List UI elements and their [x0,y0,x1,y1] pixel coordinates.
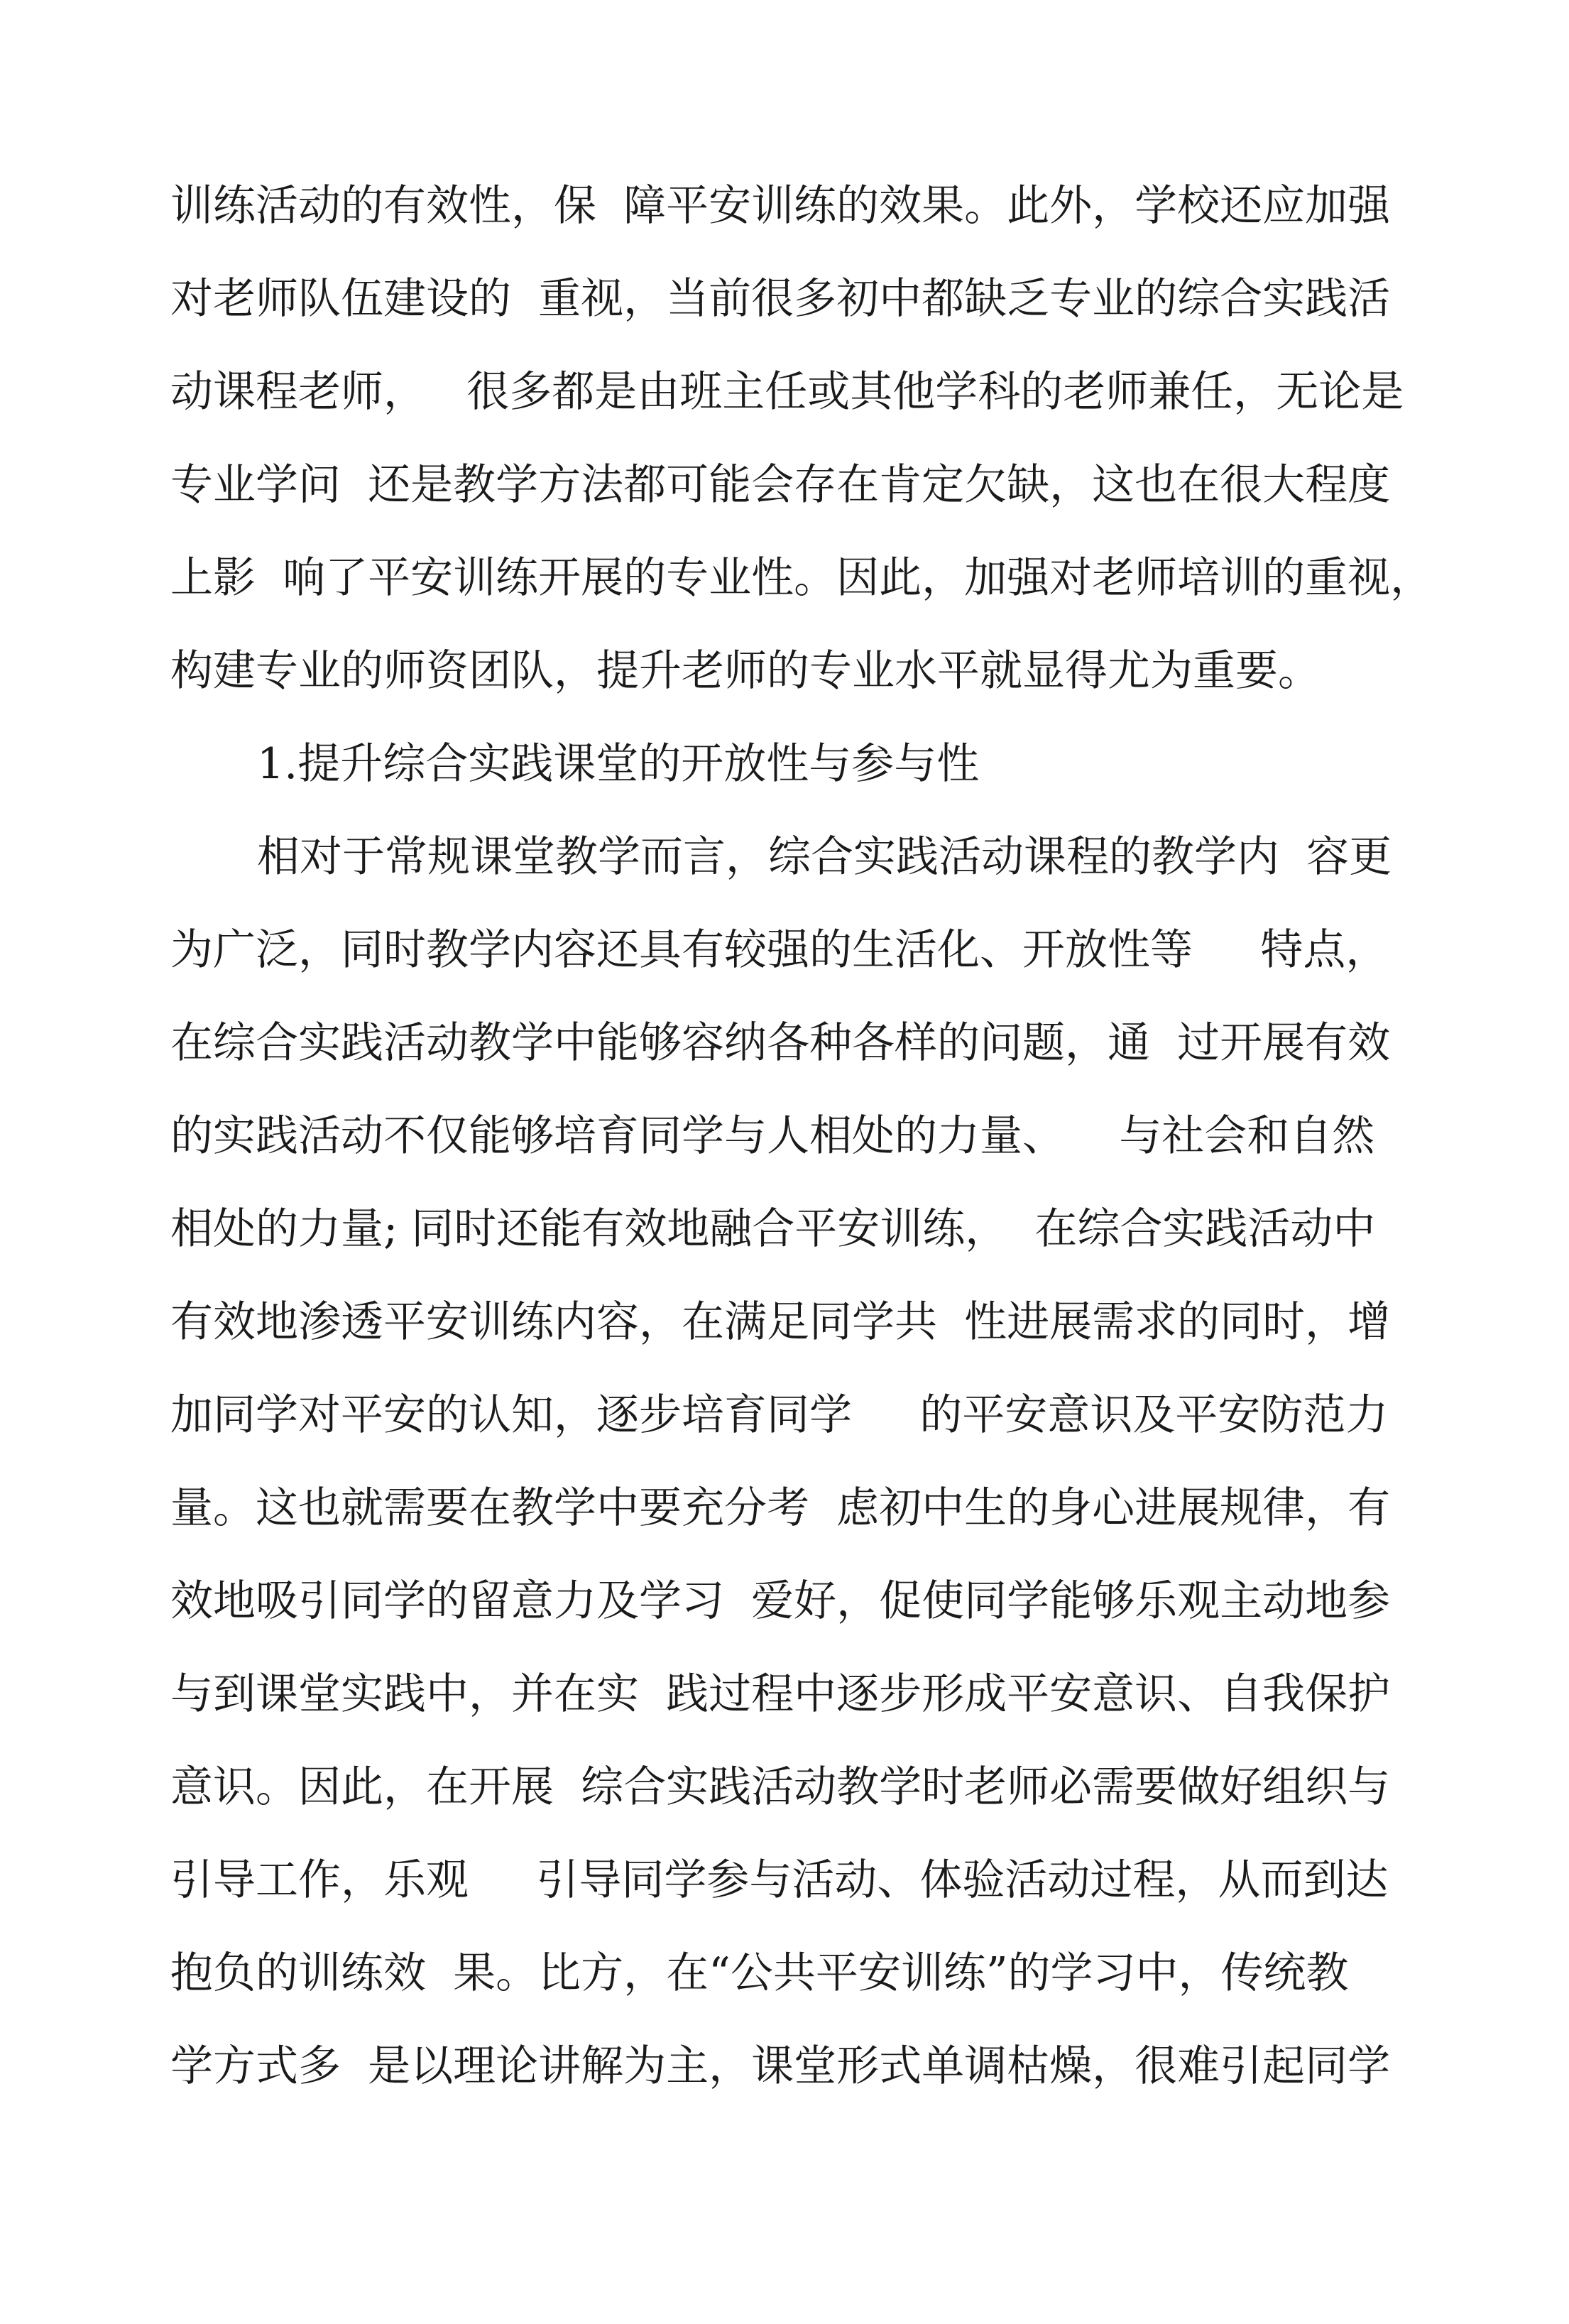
paragraph-2-line: 加同学对平安的认知，逐步培育同学 的平安意识及平安防范力 [170,1390,1389,1440]
paragraph-2-line: 效地吸引同学的留意力及学习 爱好，促使同学能够乐观主动地参 [170,1576,1391,1626]
paragraph-2-line: 学方式多 是以理论讲解为主，课堂形式单调枯燥，很难引起同学 [170,2041,1391,2091]
paragraph-2-line: 相处的力量; 同时还能有效地融合平安训练， 在综合实践活动中 [170,1204,1376,1254]
paragraph-2-line: 相对于常规课堂教学而言，综合实践活动课程的教学内 容更 [257,832,1392,882]
paragraph-1-line: 构建专业的师资团队，提升老师的专业水平就显得尤为重要。 [170,646,1321,696]
section-heading: 1.提升综合实践课堂的开放性与参与性 [257,739,980,789]
paragraph-1-line: 动课程老师， 很多都是由班主任或其他学科的老师兼任，无论是 [170,367,1404,417]
paragraph-2-line: 引导工作，乐观 引导同学参与活动、体验活动过程，从而到达 [170,1855,1389,1905]
paragraph-2-line: 意识。因此，在开展 综合实践活动教学时老师必需要做好组织与 [170,1762,1391,1812]
document-body [170,160,1433,2113]
paragraph-2-line: 有效地渗透平安训练内容，在满足同学共 性进展需求的同时，增 [170,1297,1391,1347]
paragraph-1-line: 对老师队伍建设的 重视，当前很多初中都缺乏专业的综合实践活 [170,274,1391,324]
paragraph-1-line: 上影 响了平安训练开展的专业性。因此，加强对老师培训的重视， [170,553,1433,603]
paragraph-2-line: 在综合实践活动教学中能够容纳各种各样的问题，通 过开展有效 [170,1018,1391,1068]
paragraph-1-line: 训练活动的有效性，保 障平安训练的效果。此外，学校还应加强 [170,181,1391,231]
paragraph-2-line: 与到课堂实践中，并在实 践过程中逐步形成平安意识、自我保护 [170,1669,1391,1719]
paragraph-2-line: 的实践活动不仅能够培育同学与人相处的力量、 与社会和自然 [170,1111,1375,1161]
paragraph-2-line: 为广泛，同时教学内容还具有较强的生活化、开放性等 特点， [170,925,1389,975]
paragraph-2-line: 量。这也就需要在教学中要充分考 虑初中生的身心进展规律，有 [170,1483,1391,1533]
paragraph-1-line: 专业学问 还是教学方法都可能会存在肯定欠缺，这也在很大程度 [170,460,1391,510]
paragraph-2-line: 抱负的训练效 果。比方，在“公共平安训练”的学习中，传统教 [170,1948,1349,1998]
